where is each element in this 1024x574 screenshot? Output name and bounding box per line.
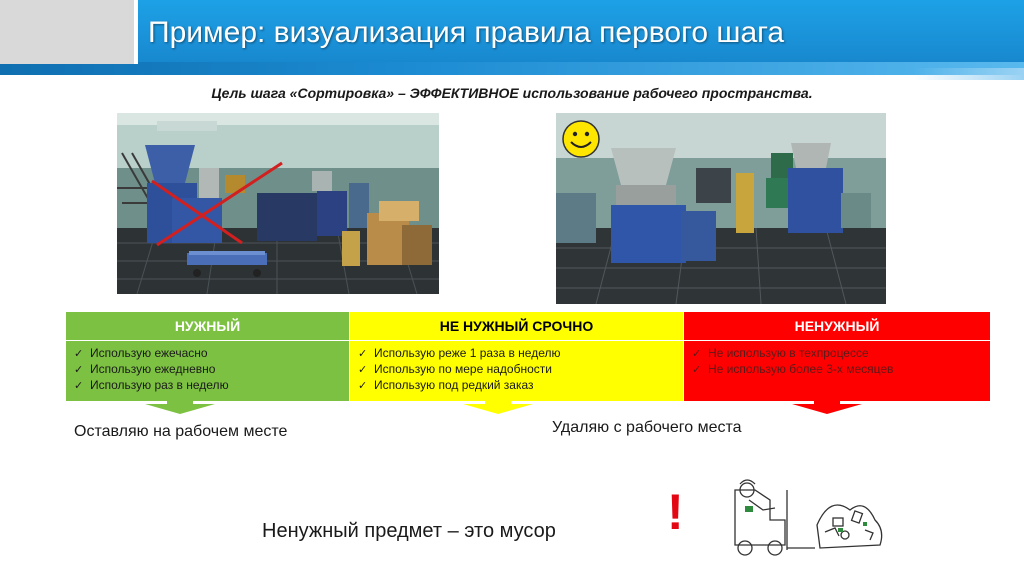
criteria-item: ✓ Не использую в техпроцессе (692, 346, 869, 360)
category-heading: НЕНУЖНЫЙ (684, 312, 990, 341)
checkmark-icon: ✓ (358, 364, 368, 376)
caption-keep: Оставляю на рабочем месте (74, 423, 288, 440)
slide-title: Пример: визуализация правила первого шага (148, 16, 785, 49)
down-arrow-green-icon (145, 400, 215, 414)
category-not-urgent (350, 312, 683, 401)
title-bar-shade (0, 62, 1024, 75)
criteria-item: ✓ Использую реже 1 раза в неделю (358, 346, 561, 360)
down-arrow-red-icon (792, 400, 862, 414)
category-heading: НУЖНЫЙ (66, 312, 349, 341)
checkmark-icon: ✓ (74, 364, 84, 376)
smiley-icon (563, 121, 599, 157)
sorting-categories-table (66, 312, 990, 401)
category-needed (66, 312, 349, 401)
criteria-item: ✓ Использую ежечасно (74, 346, 208, 360)
checkmark-icon: ✓ (74, 380, 84, 392)
photo-before-sorting (117, 113, 439, 294)
title-bar-highlight (914, 68, 1024, 80)
category-heading: НЕ НУЖНЫЙ СРОЧНО (350, 312, 683, 341)
criteria-item: ✓ Не использую более 3-х месяцев (692, 362, 894, 376)
checkmark-icon: ✓ (692, 348, 702, 360)
category-unneeded (684, 312, 990, 401)
checkmark-icon: ✓ (74, 348, 84, 360)
down-arrow-yellow-icon (463, 400, 533, 414)
caption-remove: Удаляю с рабочего места (552, 419, 742, 436)
checkmark-icon: ✓ (692, 364, 702, 376)
forklift-trash-sketch-icon (725, 470, 890, 558)
criteria-item: ✓ Использую ежедневно (74, 362, 216, 376)
checkmark-icon: ✓ (358, 380, 368, 392)
criteria-item: ✓ Использую под редкий заказ (358, 378, 534, 392)
exclamation-mark: ! (667, 484, 684, 540)
checkmark-icon: ✓ (358, 348, 368, 360)
criteria-item: ✓ Использую раз в неделю (74, 378, 229, 392)
step-goal-subtitle: Цель шага «Сортировка» – ЭФФЕКТИВНОЕ использование рабочего пространства. (211, 85, 813, 101)
gray-corner-tab (0, 0, 134, 64)
criteria-item: ✓ Использую по мере надобности (358, 362, 552, 376)
tab-divider (134, 0, 138, 64)
photo-after-sorting (556, 113, 886, 304)
bottom-statement: Ненужный предмет – это мусор (262, 520, 556, 542)
